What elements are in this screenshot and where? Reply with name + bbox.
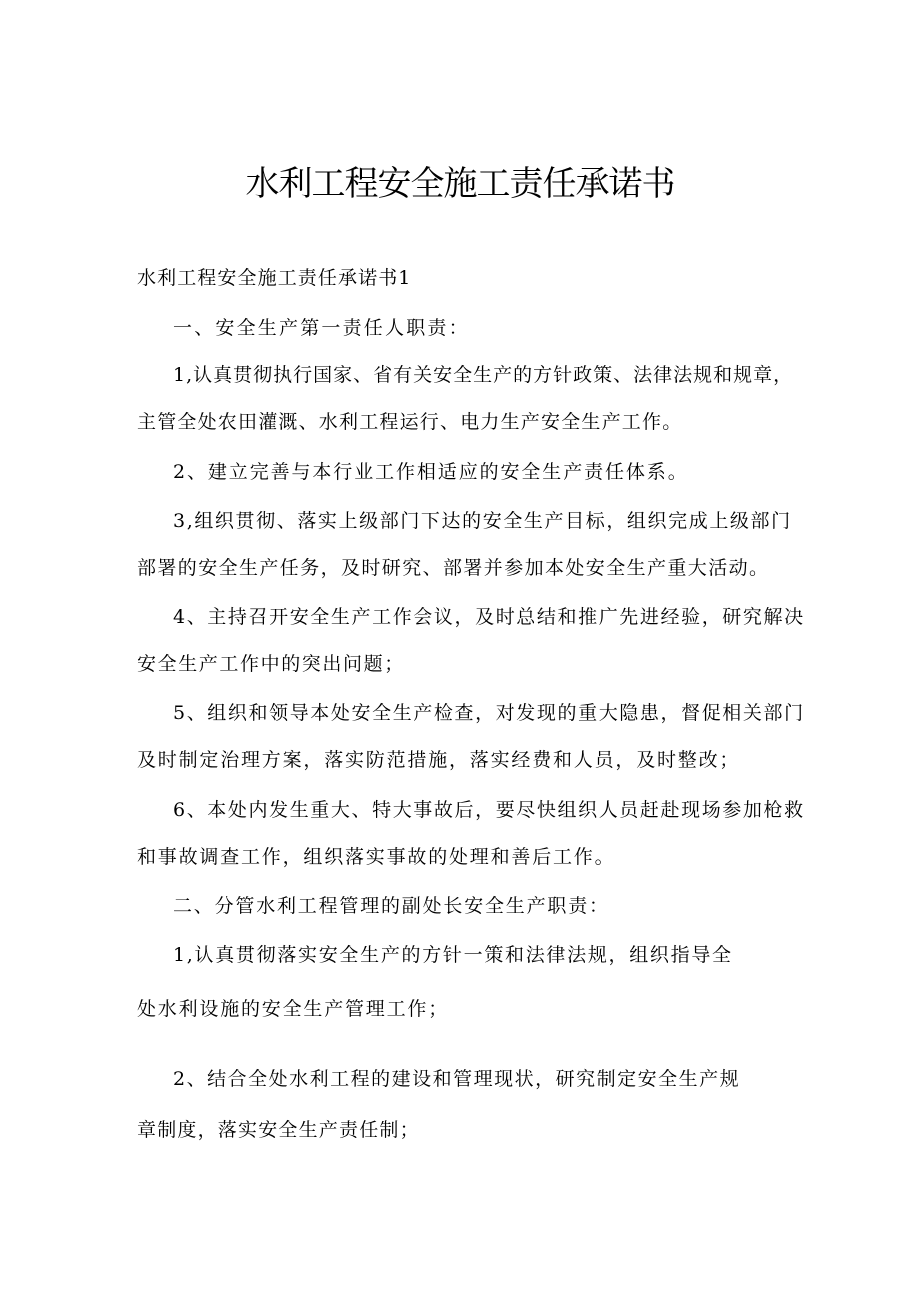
paragraph-line: 及时制定治理方案，落实防范措施，落实经费和人员，及时整改； (137, 749, 741, 771)
paragraph-line: 4、主持召开安全生产工作会议，及时总结和推广先进经验，研究解决 (173, 606, 805, 628)
paragraph-line: 部署的安全生产任务，及时研究、部署并参加本处安全生产重大活动。 (137, 557, 770, 579)
section-heading-1: 一、安全生产第一责任人职责： (173, 317, 470, 339)
document-title: 水利工程安全施工责任承诺书 (245, 164, 675, 204)
paragraph-line: 5、组织和领导本处安全生产检查，对发现的重大隐患，督促相关部门 (173, 702, 805, 724)
paragraph-line: 安全生产工作中的突出问题； (137, 653, 405, 675)
paragraph-line: 1,认真贯彻落实安全生产的方针一策和法律法规，组织指导全 (173, 944, 733, 966)
section-heading-2: 二、分管水利工程管理的副处长安全生产职责： (173, 895, 610, 917)
document-subtitle: 水利工程安全施工责任承诺书1 (137, 267, 412, 289)
paragraph-line: 6、本处内发生重大、特大事故后，要尽快组织人员赶赴现场参加枪救 (173, 799, 805, 821)
paragraph-line: 和事故调查工作，组织落实事故的处理和善后工作。 (137, 846, 616, 868)
paragraph-line: 2、结合全处水利工程的建设和管理现状，研究制定安全生产规 (173, 1068, 741, 1090)
paragraph-line: 1,认真贯彻执行国家、省有关安全生产的方针政策、法律法规和规章， (173, 364, 794, 386)
paragraph-line: 处水利设施的安全生产管理工作； (137, 998, 450, 1020)
paragraph-line: 章制度，落实安全生产责任制； (137, 1119, 420, 1141)
paragraph-line: 3,组织贯彻、落实上级部门下达的安全生产目标，组织完成上级部门 (173, 510, 792, 532)
paragraph-line: 2、建立完善与本行业工作相适应的安全生产责任体系。 (173, 461, 689, 483)
paragraph-line: 主管全处农田灌溉、水利工程运行、电力生产安全生产工作。 (137, 411, 683, 433)
